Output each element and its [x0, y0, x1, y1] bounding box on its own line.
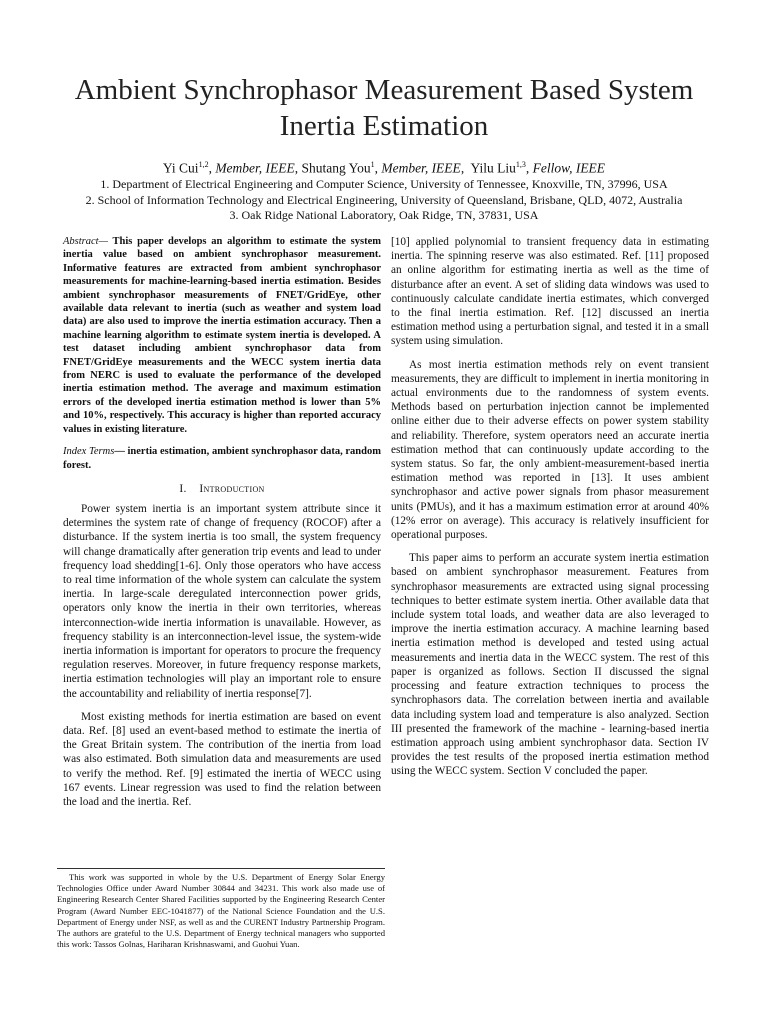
body-paragraph: [10] applied polynomial to transient frequency data in estimating inertia. The spinning reserve was also estimated. Ref. [11] proposed an online algorithm for estimating inertia as well as the time of disturbance after an event. A set of sliding data windows was used to continuously calculate candidate inertia estimates, which converged to the final inertia estimation. Ref. [12] discussed an inertia estimation method using a perturbation signal, and tested it in a small system using simulation.	[391, 236, 709, 348]
funding-footnote	[57, 868, 385, 950]
body-paragraph: As most inertia estimation methods rely on event transient measurements, they are difficult to implement in inertia monitoring in actual environments due to the randomness of system events. Methods based on perturbation injection cannot be implemented online either due to their adverse effects on power system stability and reliability. Therefore, system operators need an accurate inertia estimation method that can continuously update according to the system status. So far, the only ambient-measurement-based inertia estimation method was reported in [13]. It uses ambient synchrophasor and active power signals from phasor measurement units (PMUs), and it has a maximum estimation error at around 40% (12% error on average). This accuracy is relatively insufficient for operational purposes.	[391, 358, 709, 542]
abstract-label: Abstract—	[63, 236, 108, 247]
index-terms-text: — inertia estimation, ambient synchrophasor data, random forest.	[63, 446, 381, 471]
author-role: Member, IEEE	[381, 160, 461, 176]
author-name: Yilu Liu	[470, 160, 516, 176]
body-paragraph: This paper aims to perform an accurate system inertia estimation based on ambient synchrophasor measurement. Features from synchrophasor measurements are extracted using signal processing techniques to better estimate system inertia. Other available data that include system total loads, and weather data are also leveraged to improve the inertia estimation accuracy. A machine learning based inertia estimation method is developed and tested using actual measurements and inertia data in the WECC system. The rest of this paper is organized as follows. Section II discussed the signal processing and feature extraction techniques to process the synchrophasors data. The correlation between inertia and available data including system load and temperature is also analyzed. Section III presented the framework of the machine - learning-based inertia estimation approach using ambient synchrophasor data. Section IV provides the test results of the proposed inertia estimation method using the WECC system. Section V concluded the paper.	[391, 552, 709, 778]
author-line: Yi Cui$^{1,2}$, Member, IEEE, Shutang You$^1$, Member, IEEE, Yilu Liu$^{1,3}$, Fellow, IEEE	[162, 160, 606, 176]
affiliation-line: 1. Department of Electrical Engineering and Computer Science, University of Tennessee, Knoxville, TN, 37996, USA	[100, 177, 668, 191]
abstract-text: This paper develops an algorithm to estimate the system inertia value based on ambient synchrophasor measurement. Informative features are extracted from ambient synchrophasor measurements for machine-learning-based inertia estimation. Besides ambient synchrophasor measurements of FNET/GridEye, other available data relevant to inertia (such as weather and system load data) are also used to improve the inertia estimation accuracy. Then a machine learning algorithm to estimate system inertia is developed. A test dataset including ambient synchrophasor data from FNET/GridEye measurements and the WECC system inertia data from NERC is used to evaluate the performance of the developed inertia estimation method. The average and maximum estimation errors of the developed inertia estimation method is lower than 5% and 10%, respectively. This accuracy is higher than reported accuracy values in existing literature.	[63, 236, 381, 435]
left-column	[63, 235, 381, 809]
section-title: Introduction	[199, 482, 265, 495]
section-number: I.	[179, 482, 187, 495]
footnote-text: This work was supported in whole by the U.S. Department of Energy Solar Energy Technologies Office under Award Number 30844 and 34231. This work also made use of Engineering Research Center Shared Facilities supported by the Engineering Research Center Program (Award Number EEC-1041877) of the National Science Foundation and the U.S. Department of Energy under NSF, as well as and the CURENT Industry Partnership Program. The authors are grateful to the U.S. Department of Energy technical managers who supported this work: Tassos Golnas, Hariharan Krishnaswami, and Guohui Yuan.	[57, 872, 385, 950]
author-name: Yi Cui	[162, 160, 199, 176]
index-terms-label: Index Terms	[63, 446, 115, 458]
title-line-2: Inertia Estimation	[279, 110, 489, 142]
author-name: Shutang You	[301, 160, 371, 176]
author-affiliation-marker: 1,3	[515, 160, 526, 169]
paper-title	[40, 72, 728, 144]
affiliation-line: 3. Oak Ridge National Laboratory, Oak Ridge, TN, 37831, USA	[229, 208, 539, 222]
author-role: Member, IEEE	[215, 160, 295, 176]
affiliations	[40, 177, 728, 224]
author-role: Fellow, IEEE	[532, 160, 606, 176]
author-affiliation-marker: 1	[370, 160, 375, 169]
abstract	[63, 235, 381, 436]
right-column	[391, 235, 709, 779]
body-paragraph: Power system inertia is an important system attribute since it determines the system rate of change of frequency (ROCOF) after a disturbance. If the system inertia is too small, the system frequency will change dramatically after generation trip events and lead to under frequency load shedding[1-6]. Only those operators who have access to real time information of the whole system can calculate the system inertia. In large-scale deregulated interconnection power grids, operators only know the inertia in their own territories, whereas interconnection-wide inertia information is unavailable. However, as frequency stability is an interconnection-level issue, the system-wide inertia information is important for operators to procure the frequency regulation reserves. Moreover, in future frequency response markets, inertia estimation technologies will play an important role to ensure the accountability and reliability of inertia response[7].	[63, 502, 381, 700]
body-paragraph: Most existing methods for inertia estimation are based on event data. Ref. [8] used an event-based method to estimate the inertia of the Great Britain system. The contribution of the inertia from load was also estimated. Both simulation data and measurements are used to verify the method. Ref. [9] estimated the inertia of WECC using 167 events. Linear regression was used to find the relation between the load and the inertia. Ref.	[63, 710, 381, 808]
affiliation-line: 2. School of Information Technology and Electrical Engineering, University of Queensland, Brisbane, QLD, 4072, Australia	[85, 192, 683, 207]
title-line-1: Ambient Synchrophasor Measurement Based System	[74, 74, 694, 106]
section-heading-introduction	[63, 483, 381, 495]
author-affiliation-marker: 1,2	[198, 160, 209, 169]
index-terms	[63, 445, 381, 472]
